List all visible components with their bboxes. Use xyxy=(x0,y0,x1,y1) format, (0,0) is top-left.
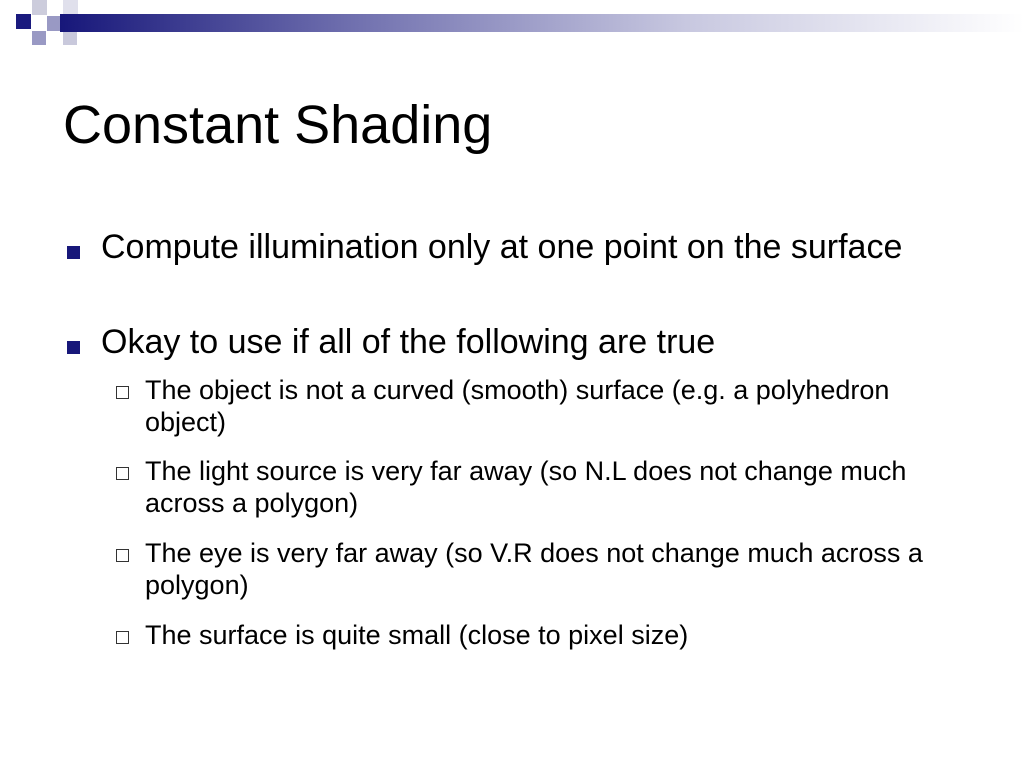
sub-bullet-text: The surface is quite small (close to pixel size) xyxy=(145,620,689,650)
sub-bullet-item xyxy=(145,455,945,520)
hollow-square-bullet-icon xyxy=(116,631,129,644)
decorative-square xyxy=(63,32,77,45)
decorative-square xyxy=(32,31,46,45)
header-gradient-bar xyxy=(60,14,1024,32)
hollow-square-bullet-icon xyxy=(116,386,129,399)
hollow-square-bullet-icon xyxy=(116,549,129,562)
decorative-square xyxy=(16,14,31,29)
bullet-text: Compute illumination only at one point on the surface xyxy=(101,228,903,266)
slide-title: Constant Shading xyxy=(63,95,493,155)
decorative-square xyxy=(63,0,78,15)
square-bullet-icon xyxy=(67,246,80,259)
sub-bullet-item xyxy=(145,619,945,651)
hollow-square-bullet-icon xyxy=(116,467,129,480)
bullet-text: Okay to use if all of the following are true xyxy=(101,323,716,361)
bullet-item xyxy=(101,227,961,268)
decorative-square xyxy=(32,0,47,15)
sub-bullet-item xyxy=(145,374,945,439)
square-bullet-icon xyxy=(67,341,80,354)
bullet-item xyxy=(101,322,961,363)
sub-bullet-item xyxy=(145,537,945,602)
sub-bullet-text: The eye is very far away (so V.R does not change much across a polygon) xyxy=(145,538,923,601)
sub-bullet-text: The object is not a curved (smooth) surface (e.g. a polyhedron object) xyxy=(145,375,890,438)
sub-bullet-text: The light source is very far away (so N.L does not change much across a polygon) xyxy=(145,456,907,519)
